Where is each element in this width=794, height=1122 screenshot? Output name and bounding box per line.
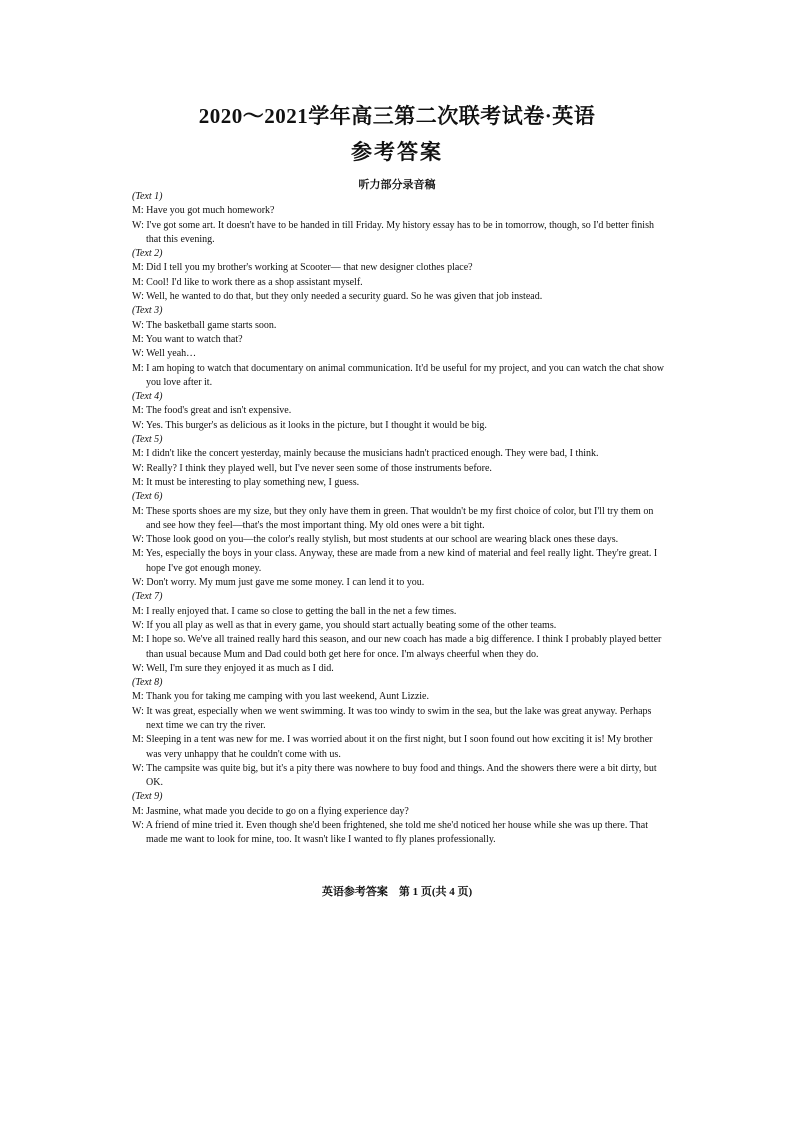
dialogue-line: M: Have you got much homework? <box>132 205 275 217</box>
dialogue-line: W: I've got some art. It doesn't have to be handed in till Friday. My history essay has to be in tomorrow, though, so I'd better finish that this evening. <box>132 219 654 245</box>
dialogue-line: M: I am hoping to watch that documentary on animal communication. It'd be useful for my project, and you can watch the chat show you love after it. <box>132 362 664 388</box>
dialogue-line: W: Really? I think they played well, but I've never seen some of those instruments before. <box>132 462 492 474</box>
dialogue-line: W: The basketball game starts soon. <box>132 319 277 331</box>
section-heading: 听力部分录音稿 <box>358 179 436 191</box>
dialogue-line: W: Well, he wanted to do that, but they only needed a security guard. So he was given that job instead. <box>132 291 543 303</box>
dialogue-line: M: You want to watch that? <box>132 333 243 345</box>
text-number-label: (Text 6) <box>132 491 163 503</box>
dialogue-line: W: A friend of mine tried it. Even though she'd been frightened, she told me she'd noticed her house while she was up there. That made me want to look for mine, too. It wasn't like I wanted to fly planes professionally. <box>132 820 648 846</box>
text-number-label: (Text 1) <box>132 191 163 202</box>
dialogue-line: W: It was great, especially when we went swimming. It was too windy to swim in the sea, but the lake was great anyway. Perhaps next time we can try the river. <box>132 705 652 731</box>
text-number-label: (Text 3) <box>132 305 163 317</box>
dialogue-line: M: Yes, especially the boys in your class. Anyway, these are made from a new kind of material and feel really light. They're great. I hope I've got enough money. <box>132 548 658 574</box>
dialogue-line: M: I really enjoyed that. I came so close to getting the ball in the net a few times. <box>132 605 457 617</box>
dialogue-line: M: Did I tell you my brother's working at Scooter— that new designer clothes place? <box>132 262 473 274</box>
page-title: 2020～2021学年高三第二次联考试卷·英语 <box>198 104 596 128</box>
dialogue-line: M: These sports shoes are my size, but they only have them in green. That wouldn't be my first choice of color, but I'll try them on and see how they feel—that's the most important thing. My old ones were a bit tight. <box>132 505 654 531</box>
dialogue-line: W: Those look good on you—the color's really stylish, but most students at our school are wearing black ones these days. <box>132 534 619 546</box>
listening-transcript <box>132 190 666 848</box>
text-number-label: (Text 4) <box>132 391 163 403</box>
dialogue-line: W: Well yeah… <box>132 348 197 360</box>
dialogue-line: M: I hope so. We've all trained really hard this season, and our new coach has made a big difference. I think I probably played better than usual because Mum and Dad could both get here for once. I'm always cheerful when they do. <box>132 634 662 660</box>
dialogue-line: W: Well, I'm sure they enjoyed it as much as I did. <box>132 662 334 674</box>
dialogue-line: W: Yes. This burger's as delicious as it looks in the picture, but I thought it would be big. <box>132 419 487 431</box>
dialogue-line: M: I didn't like the concert yesterday, mainly because the musicians hadn't practiced enough. They were bad, I think. <box>132 448 599 460</box>
text-number-label: (Text 8) <box>132 677 163 689</box>
text-number-label: (Text 5) <box>132 434 163 446</box>
text-number-label: (Text 9) <box>132 791 163 803</box>
dialogue-line: M: It must be interesting to play something new, I guess. <box>132 476 360 488</box>
page-footer: 英语参考答案 第 1 页(共 4 页) <box>321 886 473 898</box>
page-subtitle: 参考答案 <box>351 140 443 164</box>
dialogue-line: M: The food's great and isn't expensive. <box>132 405 292 417</box>
dialogue-line: M: Thank you for taking me camping with you last weekend, Aunt Lizzie. <box>132 691 429 703</box>
text-number-label: (Text 2) <box>132 248 163 260</box>
dialogue-line: M: Sleeping in a tent was new for me. I was worried about it on the first night, but I soon found out how exciting it is! My brother was very unhappy that he couldn't come with us. <box>132 734 653 760</box>
dialogue-line: M: Jasmine, what made you decide to go on a flying experience day? <box>132 805 409 817</box>
dialogue-line: W: If you all play as well as that in every game, you should start actually beating some of the other teams. <box>132 619 557 631</box>
dialogue-line: M: Cool! I'd like to work there as a shop assistant myself. <box>132 276 363 288</box>
dialogue-line: W: Don't worry. My mum just gave me some money. I can lend it to you. <box>132 577 425 589</box>
dialogue-line: W: The campsite was quite big, but it's a pity there was nowhere to buy food and things. And the showers there were a bit dirty, but OK. <box>132 762 657 789</box>
text-number-label: (Text 7) <box>132 591 163 603</box>
